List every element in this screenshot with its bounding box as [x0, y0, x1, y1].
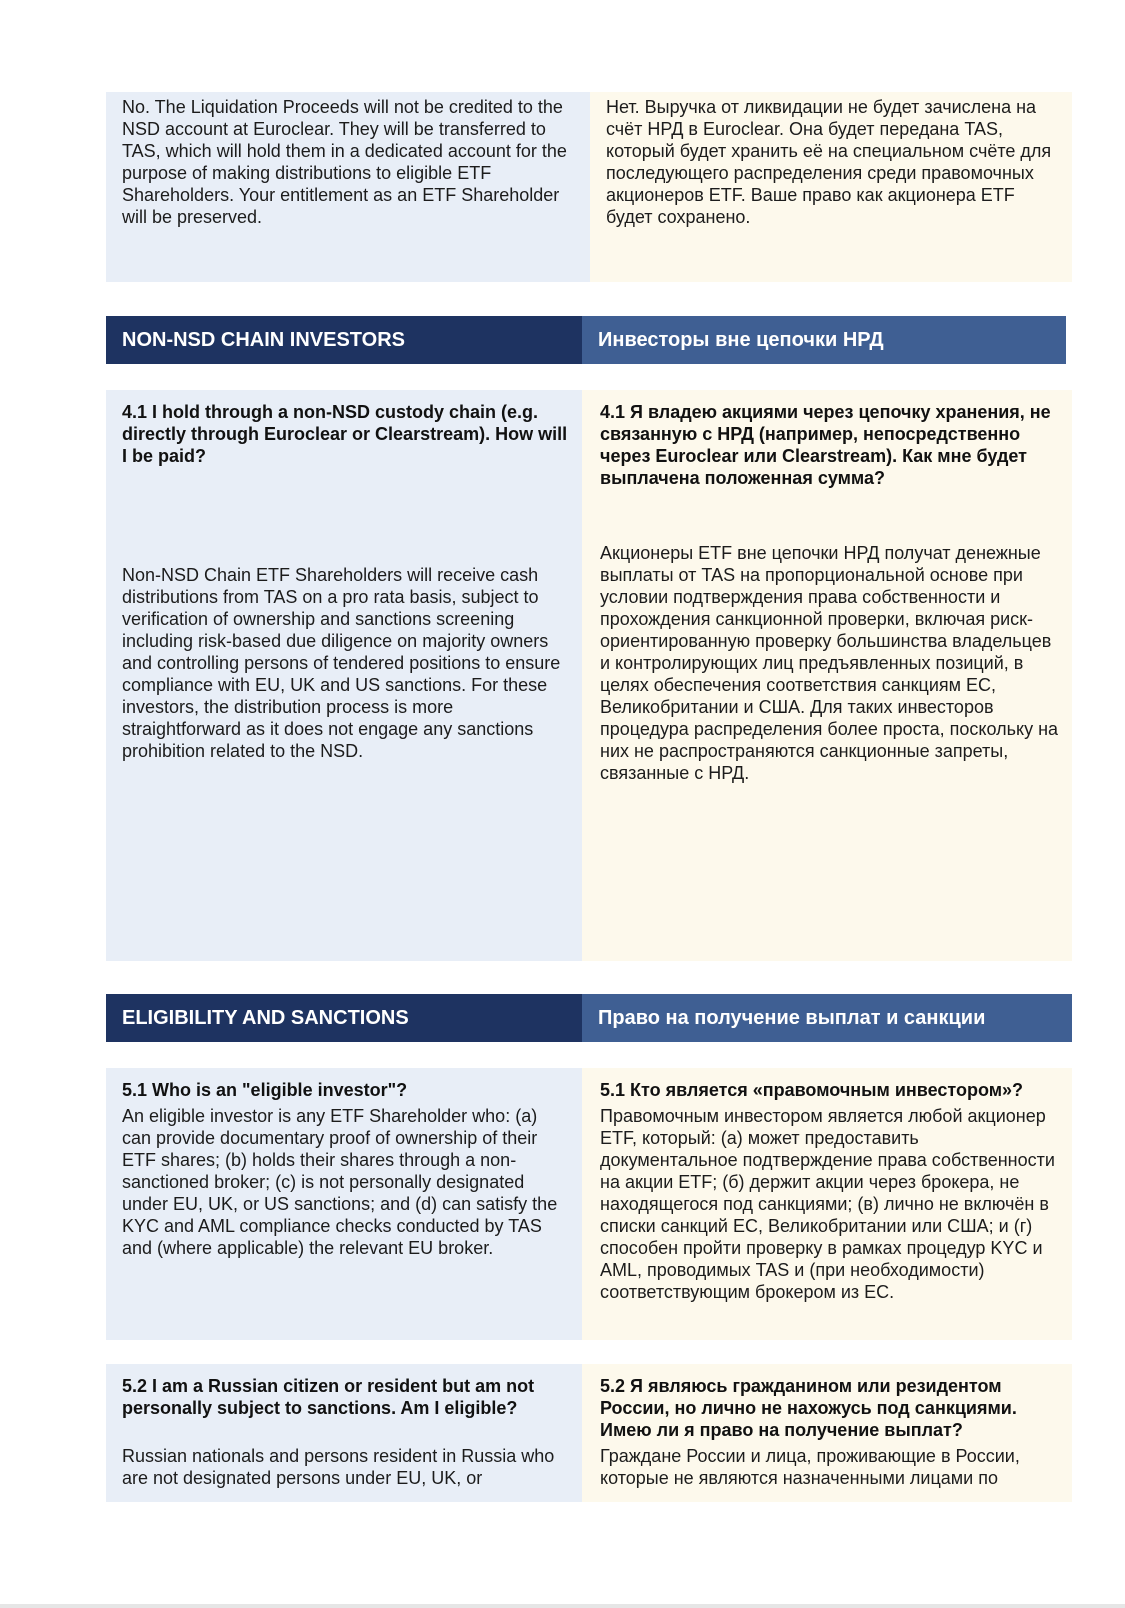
en-column	[106, 92, 590, 282]
section-title-en: ELIGIBILITY AND SANCTIONS	[106, 994, 582, 1042]
qa-block-5-2	[106, 1364, 1072, 1502]
en-answer: An eligible investor is any ETF Shareholder who: (a) can provide documentary proof of ownership of their ETF shares; (b) holds their shares through a non-sanctioned broker; (c) is not personally designated under EU, UK, or US sanctions; and (d) can satisfy the KYC and AML compliance checks conducted by TAS and (where applicable) the relevant EU broker.	[122, 1106, 558, 1258]
qa-block-4-1	[106, 390, 1072, 961]
qa-block-liquidation	[106, 92, 1072, 282]
en-question: 5.1 Who is an "eligible investor"?	[122, 1080, 408, 1100]
qa-block-5-1	[106, 1068, 1072, 1340]
ru-answer: Граждане России и лица, проживающие в России, которые не являются назначенными лицами по	[600, 1446, 1020, 1488]
section-header-eligibility	[106, 994, 1072, 1042]
ru-column	[590, 92, 1072, 282]
en-question: 5.2 I am a Russian citizen or resident but am not personally subject to sanctions. Am I eligible?	[122, 1376, 535, 1418]
en-column	[106, 1068, 582, 1340]
ru-answer: Правомочным инвестором является любой акционер ETF, который: (а) может предоставить документальное подтверждение права собственности на акции ETF; (б) держит акции через брокера, не находящегося под санкциями; (в) лично не включён в списки санкций ЕС, Великобритании или США; и (г) способен пройти проверку в рамках процедур KYC и AML, проводимых TAS и (при необходимости) соответствующим брокером из ЕС.	[600, 1106, 1055, 1302]
page-bottom-edge	[0, 1604, 1125, 1608]
en-question: 4.1 I hold through a non-NSD custody chain (e.g. directly through Euroclear or Clearstream). How will I be paid?	[122, 402, 568, 466]
ru-answer: Акционеры ETF вне цепочки НРД получат денежные выплаты от TAS на пропорциональной основе при условии подтверждения права собственности и прохождения санкционной проверки, включая риск-ориентированную проверку большинства владельцев и контролирующих лиц предъявленных позиций, в целях обеспечения соответствия санкциям ЕС, Великобритании и США. Для таких инвесторов процедура распределения более проста, поскольку на них не распространяются санкционные запреты, связанные с НРД.	[600, 543, 1059, 783]
section-title-ru: Инвесторы вне цепочки НРД	[582, 316, 1066, 364]
en-answer: Russian nationals and persons resident in Russia who are not designated persons under EU, UK, or	[122, 1446, 555, 1488]
ru-question: 5.1 Кто является «правомочным инвестором»?	[600, 1080, 1024, 1100]
ru-answer-text: Нет. Выручка от ликвидации не будет зачислена на счёт НРД в Euroclear. Она будет передана TAS, который будет хранить её на специальном счёте для последующего распределения среди правомочных акционеров ETF. Ваше право как акционера ETF будет сохранено.	[606, 97, 1052, 227]
section-title-en: NON-NSD CHAIN INVESTORS	[106, 316, 582, 364]
ru-column	[582, 390, 1072, 961]
en-answer: Non-NSD Chain ETF Shareholders will receive cash distributions from TAS on a pro rata basis, subject to verification of ownership and sanctions screening including risk-based due diligence on majority owners and controlling persons of tendered positions to ensure compliance with EU, UK and US sanctions. For these investors, the distribution process is more straightforward as it does not engage any sanctions prohibition related to the NSD.	[122, 565, 561, 761]
ru-column	[582, 1068, 1072, 1340]
en-answer-text: No. The Liquidation Proceeds will not be credited to the NSD account at Euroclear. They will be transferred to TAS, which will hold them in a dedicated account for the purpose of making distributions to eligible ETF Shareholders. Your entitlement as an ETF Shareholder will be preserved.	[122, 97, 567, 227]
ru-column	[582, 1364, 1072, 1502]
en-column	[106, 1364, 582, 1502]
section-title-ru: Право на получение выплат и санкции	[582, 994, 1072, 1042]
section-header-non-nsd	[106, 316, 1072, 364]
ru-question: 4.1 Я владею акциями через цепочку хранения, не связанную с НРД (например, непосредственно через Euroclear или Clearstream). Как мне будет выплачена положенная сумма?	[600, 402, 1051, 488]
en-column	[106, 390, 582, 961]
ru-question: 5.2 Я являюсь гражданином или резидентом России, но лично не нахожусь под санкциями. Имею ли я право на получение выплат?	[600, 1376, 1017, 1440]
